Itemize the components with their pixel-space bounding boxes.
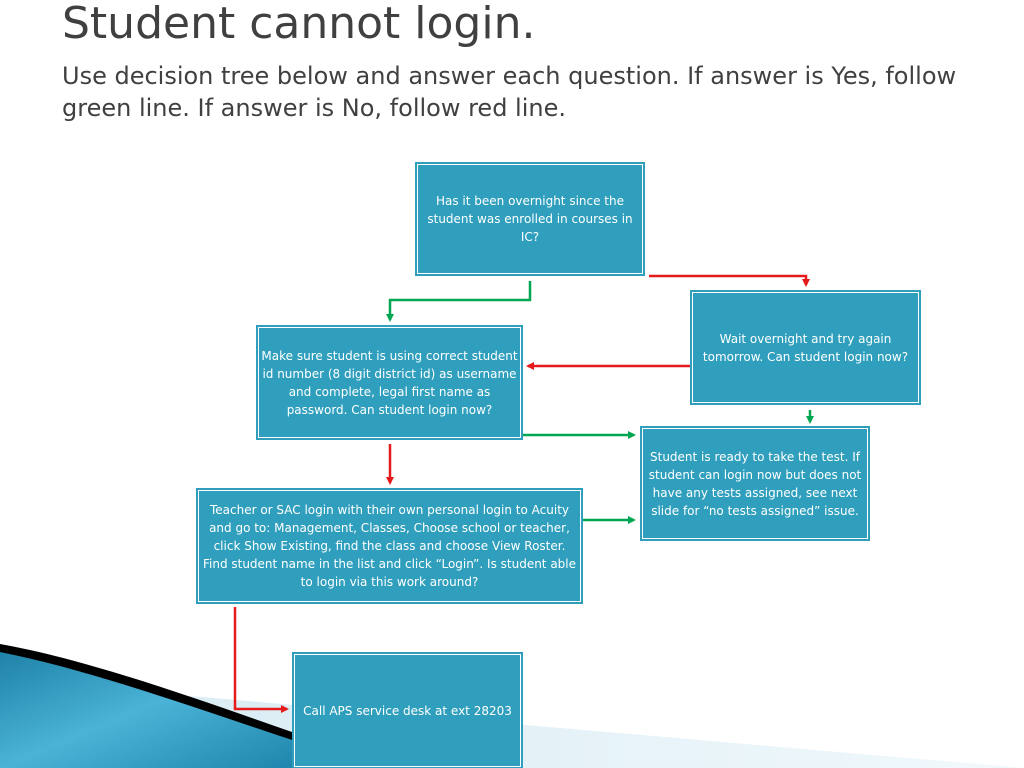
node-text: Call APS service desk at ext 28203 bbox=[303, 703, 512, 718]
node-text: Wait overnight and try again tomorrow. Can student login now? bbox=[702, 331, 909, 364]
node-correct-credentials bbox=[257, 326, 522, 439]
slide-subtitle: Use decision tree below and answer each question. If answer is Yes, follow green line. If answer is No, follow red line. bbox=[62, 62, 957, 122]
node-ready-for-test bbox=[641, 427, 869, 540]
node-call-service-desk bbox=[293, 653, 522, 768]
node-teacher-workaround bbox=[197, 489, 582, 603]
edge-overnight-yes bbox=[390, 281, 530, 320]
node-wait-overnight bbox=[691, 291, 920, 404]
edge-teacher-no bbox=[235, 607, 287, 709]
node-text: Teacher or SAC login with their own personal login to Acuity and go to: Management, Classes, Choose school or teacher, click Show Existing, find the class and choose View Roster. Find student name in the list and click “Login”. Is student able to login via this work around? bbox=[202, 503, 577, 589]
node-text: Make sure student is using correct student id number (8 digit district id) as username and complete, legal first name as password. Can student login now? bbox=[261, 348, 518, 417]
node-overnight-question bbox=[416, 163, 644, 275]
edge-overnight-no bbox=[649, 276, 806, 285]
slide-title: Student cannot login. bbox=[62, 0, 536, 49]
node-text: Student is ready to take the test. If student can login now but does not have any tests assigned, see next slide for “no tests assigned” issue. bbox=[648, 449, 862, 518]
node-text: Has it been overnight since the student was enrolled in courses in IC? bbox=[427, 194, 633, 244]
